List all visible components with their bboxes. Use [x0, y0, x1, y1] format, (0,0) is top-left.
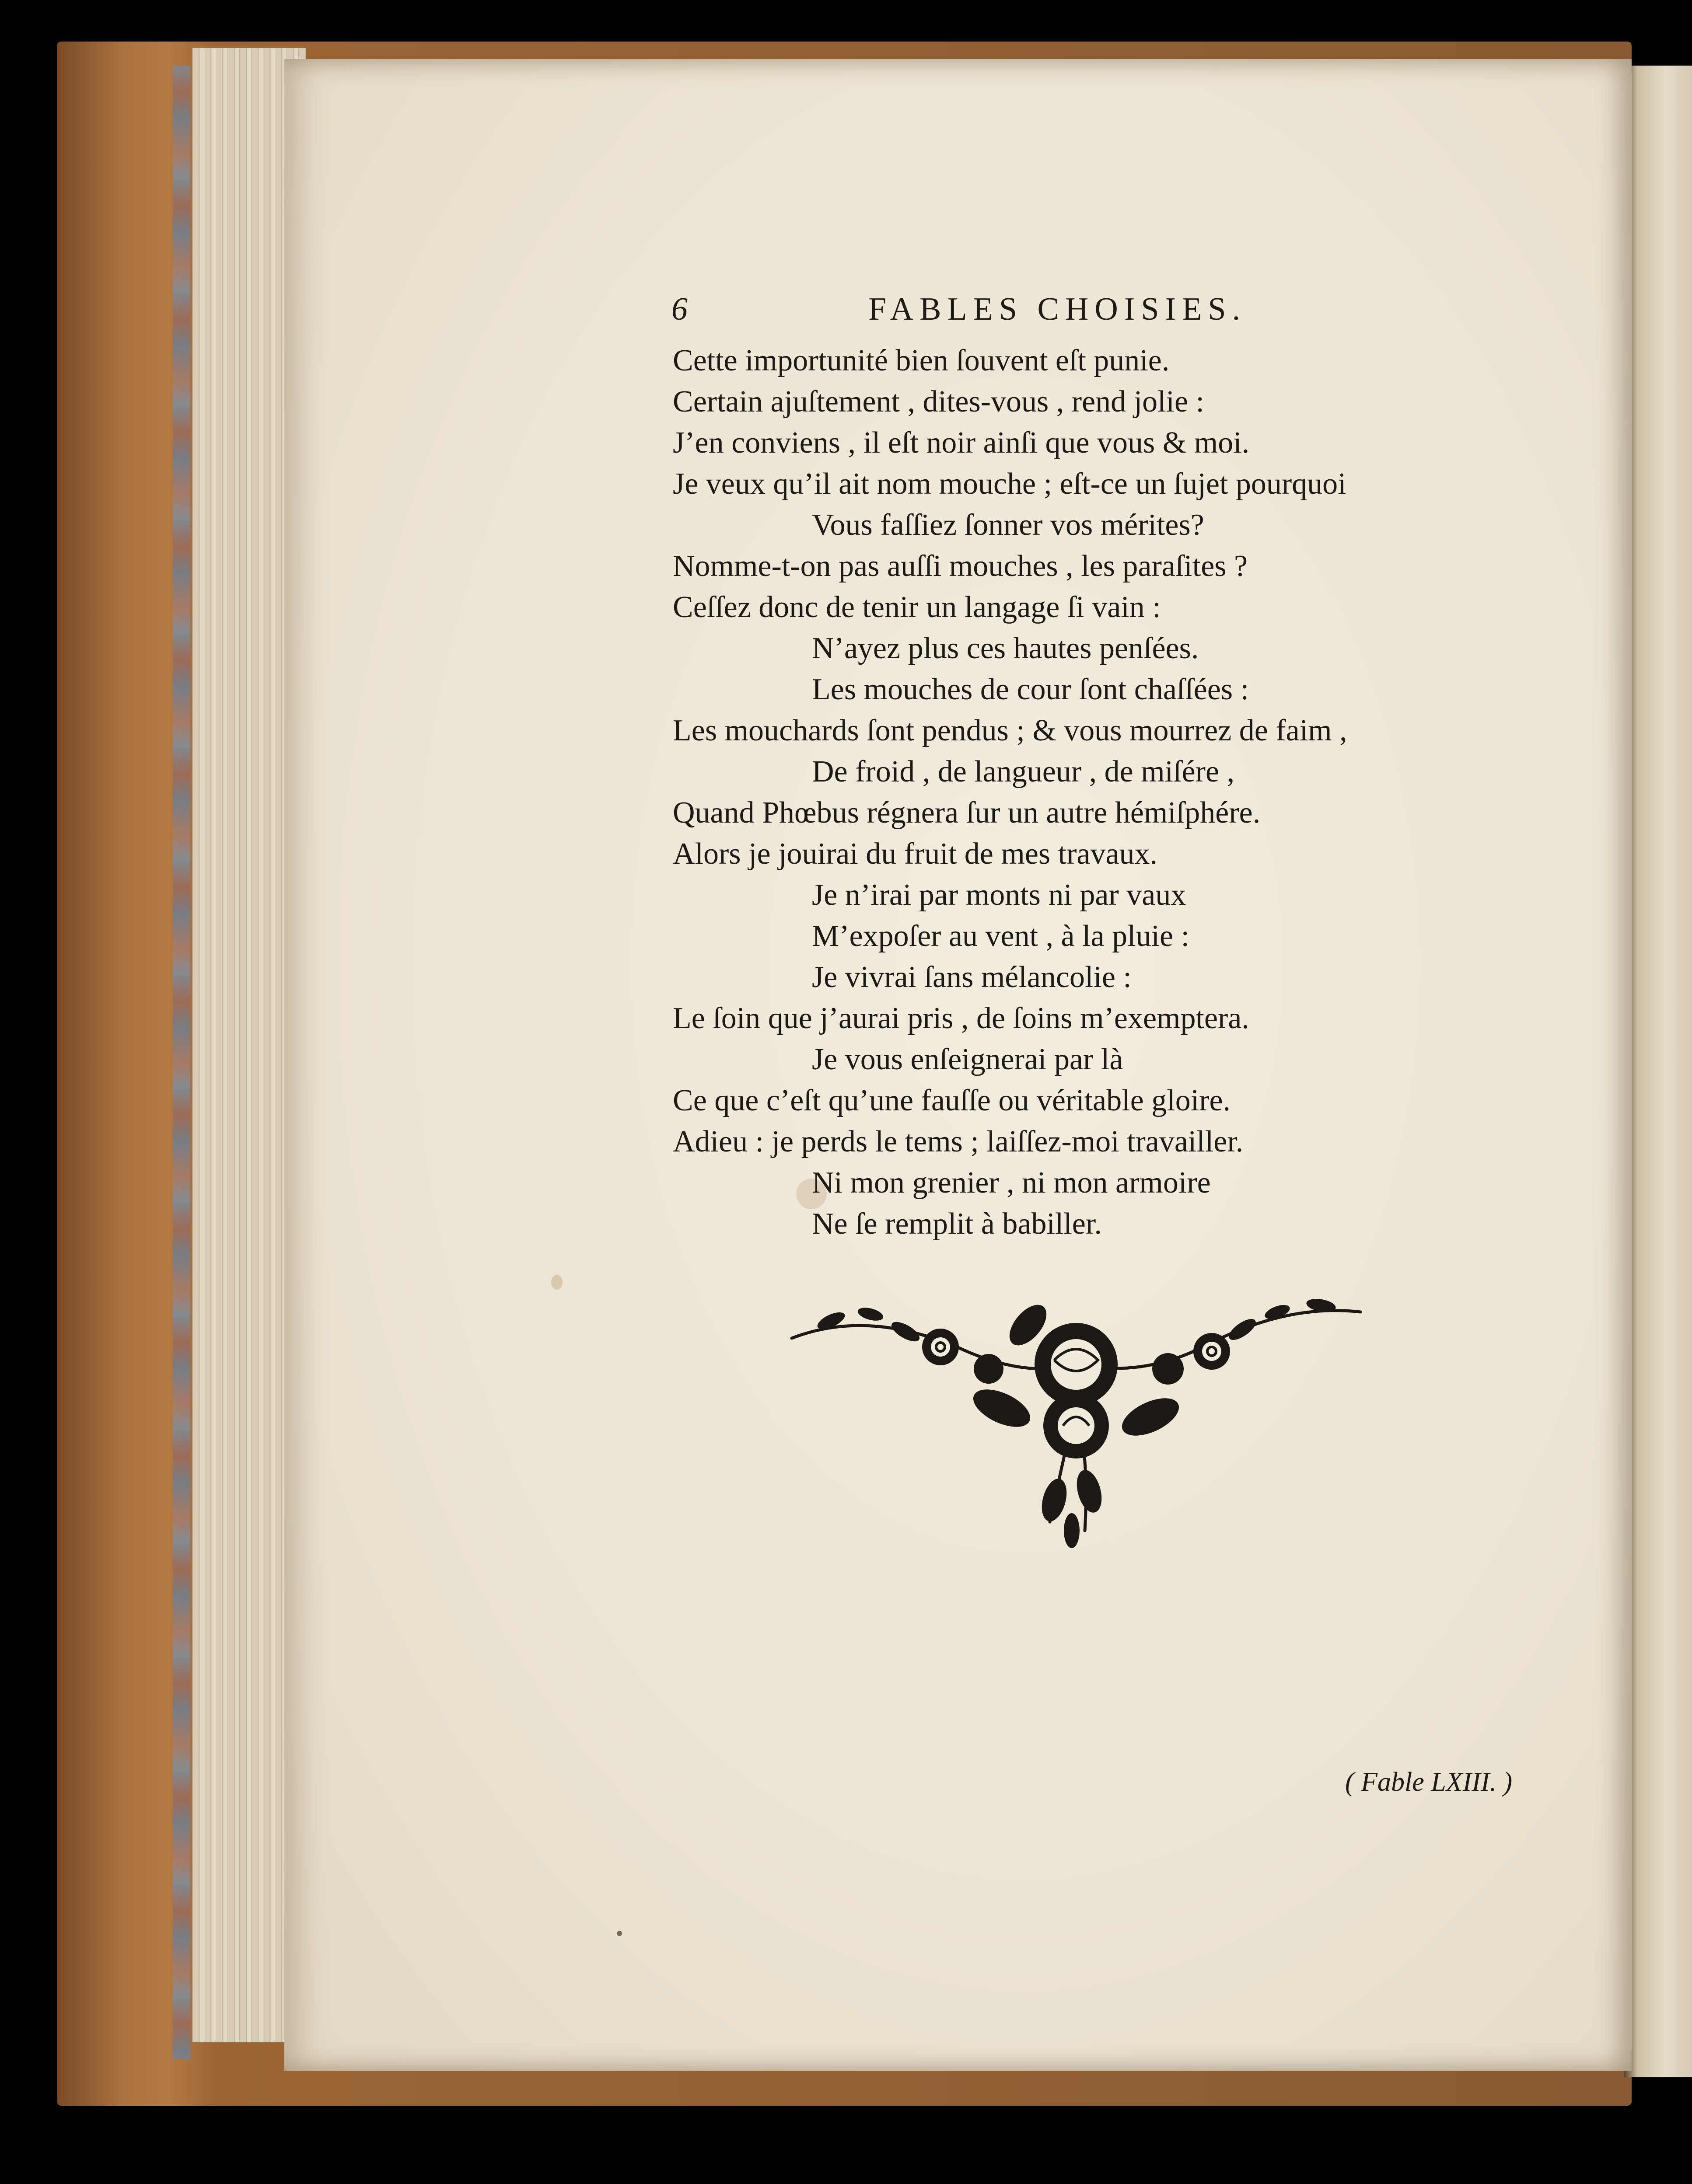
- catchword: ( Fable LXIII. ): [1345, 1767, 1513, 1797]
- page-number: 6: [671, 291, 688, 327]
- verse-line: Alors je jouirai du fruit de mes travaux.: [673, 837, 1158, 871]
- verse-line: Ne ſe remplit à babiller.: [812, 1207, 1102, 1241]
- verse-line: Cette importunité bien ſouvent eſt punie.: [673, 344, 1170, 377]
- verse-line: Quand Phœbus régnera ſur un autre hémiſphére.: [673, 796, 1261, 830]
- verse-line: Certain ajuſtement , dites-vous , rend jolie :: [673, 385, 1204, 419]
- facing-page-edge: [1624, 66, 1692, 2077]
- verse-line: De froid , de langueur , de miſére ,: [812, 755, 1235, 788]
- verse-line: Le ſoin que j’aurai pris , de ſoins m’exemptera.: [673, 1001, 1249, 1035]
- floral-ornament: [783, 1294, 1369, 1557]
- verse-line: Ni mon grenier , ni mon armoire: [812, 1166, 1211, 1200]
- verse-line: N’ayez plus ces hautes penſées.: [812, 631, 1199, 665]
- verse-line: M’expoſer au vent , à la pluie :: [812, 919, 1190, 953]
- verse-line: Les mouchards ſont pendus ; & vous mourrez de faim ,: [673, 714, 1347, 747]
- running-title: FABLES CHOISIES.: [868, 291, 1247, 327]
- verse-line: Nomme-t-on pas auſſi mouches , les paraſites ?: [673, 549, 1248, 583]
- verse-line: Je veux qu’il ait nom mouche ; eſt-ce un ſujet pourquoi: [673, 467, 1346, 501]
- verse-line: Ceſſez donc de tenir un langage ſi vain :: [673, 590, 1161, 624]
- foxing-spot: [617, 1931, 622, 1936]
- verse-line: Ce que c’eſt qu’une fauſſe ou véritable gloire.: [673, 1084, 1231, 1117]
- running-header: [671, 291, 1319, 335]
- verse-block: [673, 340, 1460, 1245]
- foxing-spot: [551, 1275, 563, 1290]
- verse-line: Adieu : je perds le tems ; laiſſez-moi travailler.: [673, 1125, 1244, 1158]
- verse-line: Vous faſſiez ſonner vos mérites?: [812, 508, 1204, 542]
- marbled-edge: [173, 66, 190, 2060]
- verse-line: Je vous enſeignerai par là: [812, 1043, 1123, 1076]
- verse-line: Je vivrai ſans mélancolie :: [812, 960, 1132, 994]
- verse-line: Je n’irai par monts ni par vaux: [812, 878, 1186, 912]
- verse-line: Les mouches de cour ſont chaſſées :: [812, 673, 1249, 706]
- verse-line: J’en conviens , il eſt noir ainſi que vous & moi.: [673, 426, 1250, 460]
